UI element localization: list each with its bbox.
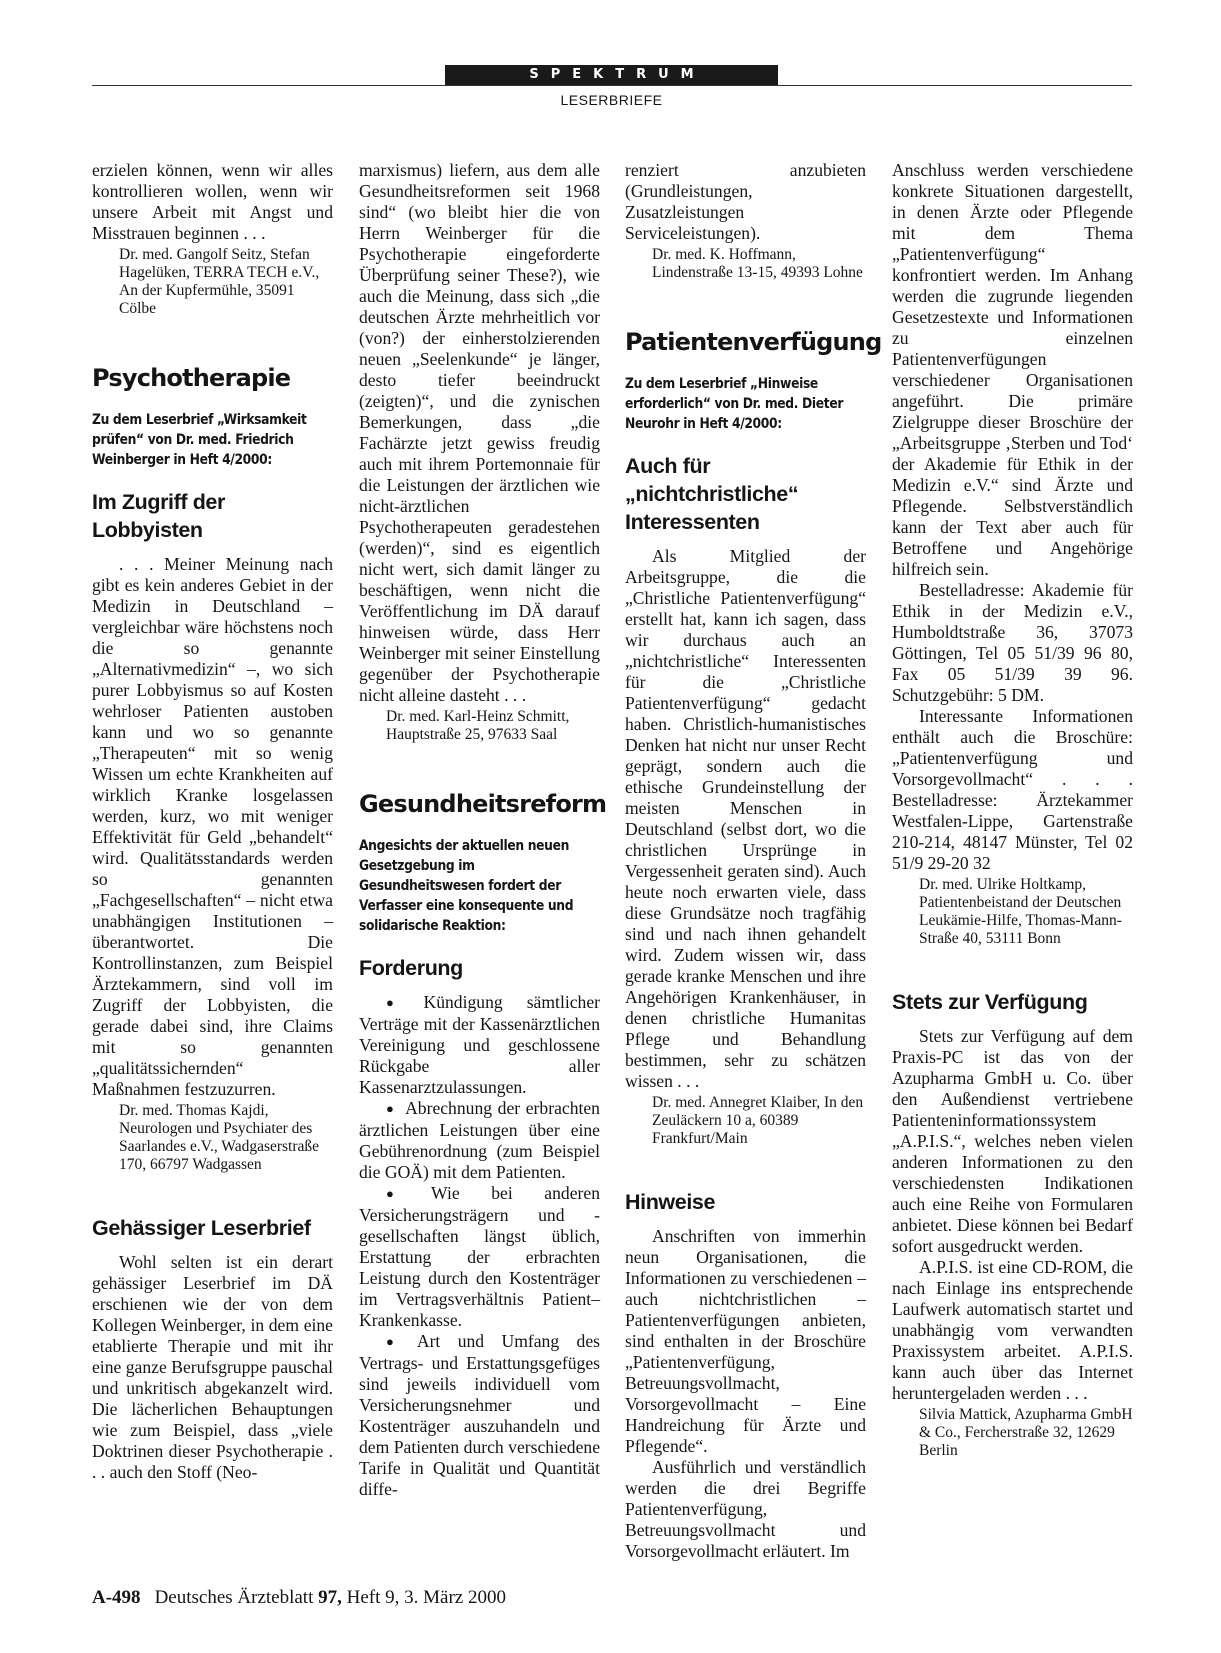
letter-signature: Dr. med. Gangolf Seitz, Stefan Hagelüken, TERRA TECH e.V., An der Kupfermühle, 35091 Cölbe — [119, 246, 320, 317]
journal-name: Deutsches Ärzteblatt — [154, 1587, 314, 1608]
letter-signature: Dr. med. Thomas Kajdi, Neurologen und Psychiater des Saarlandes e.V., Wadgaserstraße 170, 66797 Wadgassen — [119, 1102, 320, 1173]
letter-text: marxismus) liefern, aus dem alle Gesundheitsreformen seit 1968 sind“ (wo bleibt hier die von Herrn Weinberger für die Psychotherapie eingeforderte Überprüfung seiner These?), wie auch die Meinung, dass sich „die deutschen Ärzte mehrheitlich vor (von?) der einherstolzierenden neuen „Seelenkunde“ je länger, desto tiefer beeindruckt (zeigten)“, und die zynischen Bemerkungen, dass „die Fachärzte jetzt gewiss freudig auch mit ihrem Portemonnaie für die Leistungen der ärztlichen wie nicht-ärztlichen Psychotherapeuten geradestehen (werden)“, sind es eigentlich nicht wert, sich damit länger zu beschäftigen, wenn nicht die Veröffentlichung im DÄ darauf hinweisen würde, dass Herr Weinberger mit seiner Einstellung gegenüber der Psychotherapie nicht alleine dasteht . . . — [359, 160, 600, 705]
list-item: ● Art und Umfang des Vertrags- und Erstattungsgefüges sind jeweils individuell vom Versicherungsnehmer und Kostenträger auszuhandeln und dem Patienten durch verschiedene Tarife in Qualität und Quantität diffe- — [359, 1331, 600, 1500]
section-subheader: LESERBRIEFE — [560, 92, 663, 108]
letter-heading: Hinweise — [625, 1190, 716, 1214]
letter-text: erzielen können, wenn wir alles kontrollieren wollen, wenn wir unsere Arbeit mit Angst und Misstrauen beginnen . . . — [92, 160, 333, 243]
column-2 — [359, 160, 607, 1500]
letter-text: Anschluss werden verschiedene konkrete Situationen dargestellt, in denen Ärzte oder Pflegende mit dem Thema „Patientenverfügung“ konfrontiert werden. Im Anhang werden die zugrunde liegenden Gesetzestexte und Informationen zu einzelnen Patientenverfügungen verschiedener Organisationen angeführt. Die primäre Zielgruppe dieser Broschüre der „Arbeitsgruppe ‚Sterben und Tod‘ der Akademie für Ethik in der Medizin e.V.“ sind Ärzte und Pflegende. Selbstverständlich kann der Text aber auch für Betroffene und Angehörige hilfreich sein. — [892, 160, 1133, 579]
issue-date: Heft 9, 3. März 2000 — [341, 1587, 506, 1608]
list-item: ● Kündigung sämtlicher Verträge mit der Kassenärztlichen Vereinigung und geschlossene Rückgabe aller Kassenarztzulassungen. — [359, 992, 600, 1098]
letter-text: Interessante Informationen enthält auch die Broschüre: „Patientenverfügung und Vorsorgevollmacht“ . . . Bestelladresse: Ärztekammer Westfalen-Lippe, Gartenstraße 210-214, 48147 Münster, Tel 02 51/9 29-20 32 — [892, 706, 1133, 873]
section-header: SPEKTRUM — [445, 65, 778, 85]
letter-text: A.P.I.S. ist eine CD-ROM, die nach Einlage ins entsprechende Laufwerk automatisch startet und unabhängig vom verwandten Praxissystem arbeitet. A.P.I.S. kann auch über das Internet heruntergeladen werden . . . — [892, 1257, 1133, 1403]
letter-text: renziert anzubieten (Grundleistungen, Zusatzleistungen Serviceleistungen). — [625, 160, 866, 243]
list-item: ● Abrechnung der erbrachten ärztlichen Leistungen über eine Gebührenordnung (zum Beispiel die GOÄ) mit dem Patienten. — [359, 1098, 600, 1183]
letter-heading: Stets zur Verfügung — [892, 990, 1088, 1014]
letter-signature: Dr. med. Annegret Klaiber, In den Zeuläckern 10 a, 60389 Frankfurt/Main — [652, 1094, 864, 1147]
letter-signature: Silvia Mattick, Azupharma GmbH & Co., Fercherstraße 32, 12629 Berlin — [919, 1406, 1133, 1459]
letter-text: Wohl selten ist ein derart gehässiger Leserbrief im DÄ erschienen wie der von dem Kollegen Weinberger, in dem eine etablierte Therapie und mit ihr eine ganze Berufsgruppe pauschal und unkritisch abgekanzelt wird. Die lächerlichen Behauptungen wie zum Beispiel, dass „viele Doktrinen dieser Psychotherapie . . . auch den Stoff (Neo- — [92, 1252, 333, 1482]
letter-text: Als Mitglied der Arbeitsgruppe, die die „Christliche Patientenverfügung“ erstellt hat, kann ich sagen, dass wir durchaus auch an „nichtchristliche“ Interessenten für die „Christliche Patientenverfügung“ gedacht haben. Christlich-humanistisches Denken hat nicht nur unser Recht geprägt, sondern auch die ethische Grundeinstellung der meisten Menschen in Deutschland (selbst dort, wo die christlichen Ursprünge in Vergessenheit geraten sind). Auch heute noch erwarten viele, dass diese Grundsätze noch tragfähig sind und nach ihnen gehandelt wird. Zudem wissen wir, dass gerade kranke Menschen und ihre Angehörigen Krankenhäuser, in denen christliche Humanitas Pflege und Behandlung bestimmen, sehr zu schätzen wissen . . . — [625, 546, 866, 1091]
column-1 — [92, 160, 333, 1483]
page-number: A-498 — [92, 1587, 141, 1608]
column-3 — [625, 160, 882, 1562]
letter-signature: Dr. med. Ulrike Holtkamp, Patientenbeistand der Deutschen Leukämie-Hilfe, Thomas-Mann-Straße 40, 53111 Bonn — [919, 876, 1122, 947]
letter-heading: Auch für „nichtchristliche“ Interessenten — [625, 454, 799, 534]
letter-heading: Im Zugriff der Lobbyisten — [92, 490, 225, 542]
section-heading: Patientenverfügung — [625, 328, 882, 356]
letter-text: Anschriften von immerhin neun Organisationen, die Informationen zu verschiedenen – auch nichtchristlichen – Patientenverfügungen anbieten, sind enthalten in der Broschüre „Patientenverfügung, Betreuungsvollmacht, Vorsorgevollmacht – Eine Handreichung für Ärzte und Pflegende“. — [625, 1226, 866, 1456]
reference-note: Angesichts der aktuellen neuen Gesetzgebung im Gesundheitswesen fordert der Verfasser eine konsequente und solidarische Reaktion: — [359, 838, 574, 934]
reference-note: Zu dem Leserbrief „Hinweise erforderlich“ von Dr. med. Dieter Neurohr in Heft 4/2000: — [625, 376, 844, 432]
list-item: ● Wie bei anderen Versicherungsträgern und -gesellschaften längst üblich, Erstattung der erbrachten Leistung durch den Kostenträger im Vertragsverhältnis Patient–Krankenkasse. — [359, 1183, 600, 1331]
letter-text: Stets zur Verfügung auf dem Praxis-PC ist das von der Azupharma GmbH u. Co. über den Außendienst vertriebene Patienteninformationssystem „A.P.I.S.“, welches neben vielen anderen Informationen zu den verschiedensten Indikationen auch eine Reihe von Formularen anbietet. Diese können bei Bedarf sofort ausgedruckt werden. — [892, 1026, 1133, 1256]
letter-signature: Dr. med. Karl-Heinz Schmitt, Hauptstraße 25, 97633 Saal — [386, 708, 570, 743]
letter-text: . . . Meiner Meinung nach gibt es kein anderes Gebiet in der Medizin in Deutschland – vergleichbar wäre höchstens noch die so genannte „Alternativmedizin“ –, wo sich purer Lobbyismus so auf Kosten wehrloser Patienten austoben kann und wo so genannte „Therapeuten“ mit so wenig Wissen um echte Krankheiten auf wirklich Kranke losgelassen werden, kurz, wo mit weniger Effektivität für Geld „behandelt“ wird. Qualitätsstandards werden so genannten „Fachgesellschaften“ – nicht etwa unabhängigen Institutionen – überantwortet. Die Kontrollinstanzen, zum Beispiel Ärztekammern, sind voll im Zugriff der Lobbyisten, die gerade dabei sind, ihre Claims mit so genannten „qualitätssichernden“ Maßnahmen festzuzurren. — [92, 554, 333, 1099]
reference-note: Zu dem Leserbrief „Wirksamkeit prüfen“ von Dr. med. Friedrich Weinberger in Heft 4/2000: — [92, 412, 307, 468]
letter-text: Bestelladresse: Akademie für Ethik in der Medizin e.V., Humboldtstraße 36, 37073 Göttingen, Tel 05 51/39 96 80, Fax 05 51/39 39 96. Schutzgebühr: 5 DM. — [892, 580, 1133, 705]
column-4 — [892, 160, 1133, 1460]
section-heading: Gesundheitsreform — [359, 790, 607, 818]
letter-heading: Forderung — [359, 956, 463, 980]
page-footer — [92, 1587, 506, 1609]
volume: 97, — [318, 1587, 342, 1608]
letter-signature: Dr. med. K. Hoffmann, Lindenstraße 13-15, 49393 Lohne — [652, 246, 863, 281]
letter-text: Ausführlich und verständlich werden die drei Begriffe Patientenverfügung, Betreuungsvollmacht und Vorsorgevollmacht erläutert. Im — [625, 1457, 866, 1561]
section-heading: Psychotherapie — [92, 364, 291, 392]
header-rule — [92, 85, 1132, 86]
letter-heading: Gehässiger Leserbrief — [92, 1216, 311, 1240]
